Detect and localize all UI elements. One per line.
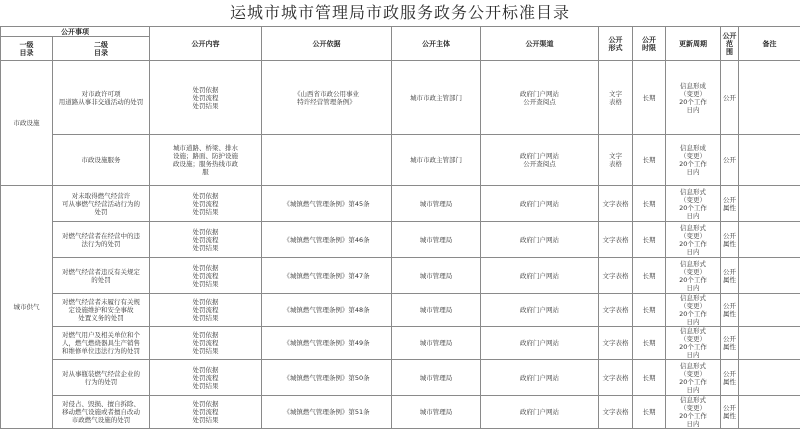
channel-cell: 政府门户网站 <box>481 360 599 396</box>
subject-cell: 城市管理局 <box>392 222 481 258</box>
table-row <box>1 186 800 222</box>
update-cell: 信息形式 （变更） 20个工作 日内 <box>666 222 721 258</box>
level2-cell: 对市政许可项 用道路从事非交通活动的处罚 <box>53 61 150 135</box>
update-cell: 信息形式 （变更） 20个工作 日内 <box>666 327 721 360</box>
scope-cell: 公开 <box>721 135 739 186</box>
scope-cell: 公开 属性 <box>721 396 739 429</box>
header-subject: 公开主体 <box>392 27 481 61</box>
update-cell: 信息形式 （变更） 20个工作 日内 <box>666 360 721 396</box>
header-channel: 公开渠道 <box>481 27 599 61</box>
header-remark: 备注 <box>739 27 800 61</box>
form-cell: 文字表格 <box>599 294 633 327</box>
basis-cell: 《城镇燃气管理条例》第50条 <box>262 360 392 396</box>
table-row <box>1 327 800 360</box>
form-cell: 文字表格 <box>599 360 633 396</box>
table-row <box>1 360 800 396</box>
form-cell: 文字表格 <box>599 222 633 258</box>
subject-cell: 城市市政主管部门 <box>392 61 481 135</box>
channel-cell: 政府门户网站 <box>481 396 599 429</box>
header-level2: 二级 目录 <box>53 37 150 61</box>
remark-cell <box>739 135 800 186</box>
scope-cell: 公开 属性 <box>721 360 739 396</box>
scope-cell: 公开 <box>721 61 739 135</box>
time-limit-cell: 长期 <box>633 61 666 135</box>
update-cell: 信息形成 （变更） 20个工作 日内 <box>666 61 721 135</box>
level2-cell: 对燃气经营者违反有关规定 的处罚 <box>53 258 150 294</box>
channel-cell: 政府门户网站 <box>481 222 599 258</box>
channel-cell: 政府门户网站 <box>481 294 599 327</box>
level2-cell: 对燃气用户及相关单位和个 人，燃气燃烧器具生产销售 和维修单位违法行为的处罚 <box>53 327 150 360</box>
update-cell: 信息形式 （变更） 20个工作 日内 <box>666 186 721 222</box>
header-form: 公开 形式 <box>599 27 633 61</box>
catalog-table <box>0 26 800 429</box>
form-cell: 文字 表格 <box>599 61 633 135</box>
subject-cell: 城市管理局 <box>392 396 481 429</box>
basis-cell: 《城镇燃气管理条例》第51条 <box>262 396 392 429</box>
remark-cell <box>739 360 800 396</box>
table-row <box>1 222 800 258</box>
header-level1: 一级 目录 <box>1 37 53 61</box>
subject-cell: 城市管理局 <box>392 294 481 327</box>
subject-cell: 城市管理局 <box>392 327 481 360</box>
level2-cell: 对侵占、毁损、擅自拆除、 移动燃气设施或者擅自改动 市政燃气设施的处罚 <box>53 396 150 429</box>
update-cell: 信息形成 （变更） 20个工作 日内 <box>666 135 721 186</box>
header-basis: 公开依据 <box>262 27 392 61</box>
time-limit-cell: 长期 <box>633 327 666 360</box>
content-cell: 城市道路、桥梁、排水 设施；路面、防护设施 政设施；服务热线市政 服 <box>150 135 262 186</box>
time-limit-cell: 长期 <box>633 294 666 327</box>
remark-cell <box>739 396 800 429</box>
scope-cell: 公开 属性 <box>721 186 739 222</box>
content-cell: 处罚依据 处罚流程 处罚结果 <box>150 327 262 360</box>
remark-cell <box>739 186 800 222</box>
basis-cell: 《城镇燃气管理条例》第49条 <box>262 327 392 360</box>
basis-cell: 《山西省市政公用事业 特许经营管理条例》 <box>262 61 392 135</box>
subject-cell: 城市管理局 <box>392 186 481 222</box>
update-cell: 信息形式 （变更） 20个工作 日内 <box>666 294 721 327</box>
scope-cell: 公开 属性 <box>721 258 739 294</box>
table-row <box>1 61 800 135</box>
time-limit-cell: 长期 <box>633 135 666 186</box>
channel-cell: 政府门户网站 <box>481 186 599 222</box>
time-limit-cell: 长期 <box>633 186 666 222</box>
table-row <box>1 396 800 429</box>
level1-cell: 市政设施 <box>1 61 53 186</box>
document-title: 运城市城市管理局市政服务政务公开标准目录 <box>229 3 570 22</box>
channel-cell: 政府门户网站 <box>481 327 599 360</box>
header-update: 更新周期 <box>666 27 721 61</box>
time-limit-cell: 长期 <box>633 222 666 258</box>
remark-cell <box>739 327 800 360</box>
time-limit-cell: 长期 <box>633 360 666 396</box>
content-cell: 处罚依据 处罚流程 处罚结果 <box>150 258 262 294</box>
channel-cell: 政府门户网站 公开查阅点 <box>481 135 599 186</box>
update-cell: 信息形式 （变更） 20个工作 日内 <box>666 258 721 294</box>
remark-cell <box>739 61 800 135</box>
basis-cell: 《城镇燃气管理条例》第48条 <box>262 294 392 327</box>
header-content: 公开内容 <box>150 27 262 61</box>
level2-cell: 对燃气经营者未履行有关规 定设施维护和安全事故 处置义务的处罚 <box>53 294 150 327</box>
level2-cell: 对从事瓶装燃气经营企业的 行为的处罚 <box>53 360 150 396</box>
level2-cell: 市政设施服务 <box>53 135 150 186</box>
subject-cell: 城市市政主管部门 <box>392 135 481 186</box>
scope-cell: 公开 属性 <box>721 294 739 327</box>
content-cell: 处罚依据 处罚流程 处罚结果 <box>150 222 262 258</box>
basis-cell: 《城镇燃气管理条例》第45条 <box>262 186 392 222</box>
level2-cell: 对燃气经营者在经营中的违 法行为的处罚 <box>53 222 150 258</box>
table-row <box>1 135 800 186</box>
scope-cell: 公开 属性 <box>721 327 739 360</box>
content-cell: 处罚依据 处罚流程 处罚结果 <box>150 186 262 222</box>
scope-cell: 公开 属性 <box>721 222 739 258</box>
time-limit-cell: 长期 <box>633 396 666 429</box>
form-cell: 文字 表格 <box>599 135 633 186</box>
table-row <box>1 258 800 294</box>
content-cell: 处罚依据 处罚流程 处罚结果 <box>150 396 262 429</box>
form-cell: 文字表格 <box>599 327 633 360</box>
form-cell: 文字表格 <box>599 186 633 222</box>
level1-cell: 城市供气 <box>1 186 53 429</box>
form-cell: 文字表格 <box>599 258 633 294</box>
remark-cell <box>739 222 800 258</box>
basis-cell <box>262 135 392 186</box>
remark-cell <box>739 294 800 327</box>
remark-cell <box>739 258 800 294</box>
content-cell: 处罚依据 处罚流程 处罚结果 <box>150 294 262 327</box>
subject-cell: 城市管理局 <box>392 258 481 294</box>
time-limit-cell: 长期 <box>633 258 666 294</box>
basis-cell: 《城镇燃气管理条例》第46条 <box>262 222 392 258</box>
subject-cell: 城市管理局 <box>392 360 481 396</box>
content-cell: 处罚依据 处罚流程 处罚结果 <box>150 61 262 135</box>
table-row <box>1 294 800 327</box>
header-public-items: 公开事项 <box>1 27 150 37</box>
channel-cell: 政府门户网站 公开查阅点 <box>481 61 599 135</box>
channel-cell: 政府门户网站 <box>481 258 599 294</box>
header-scope: 公开 范 围 <box>721 27 739 61</box>
update-cell: 信息形式 （变更） 20个工作 日内 <box>666 396 721 429</box>
content-cell: 处罚依据 处罚流程 处罚结果 <box>150 360 262 396</box>
form-cell: 文字表格 <box>599 396 633 429</box>
level2-cell: 对未取得燃气经营许 可从事燃气经营活动行为的 处罚 <box>53 186 150 222</box>
basis-cell: 《城镇燃气管理条例》第47条 <box>262 258 392 294</box>
header-time-limit: 公开 时限 <box>633 27 666 61</box>
